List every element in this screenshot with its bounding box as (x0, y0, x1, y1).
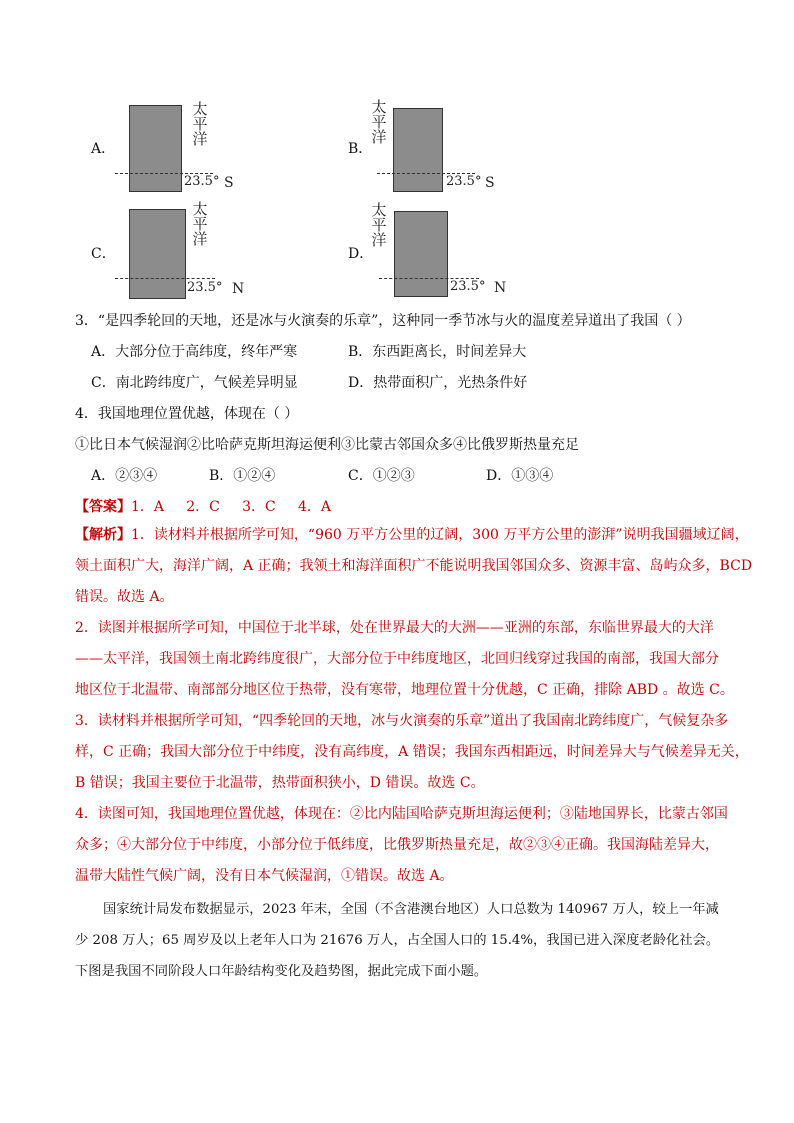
latitude-label: 23.5° (446, 174, 482, 189)
answer-label: 【答案】 (75, 499, 131, 515)
hemisphere-label: N (494, 280, 507, 296)
option-letter: A． (91, 141, 116, 157)
option-letter: B． (348, 141, 373, 157)
analysis-label: 【解析】 (75, 527, 131, 543)
hemisphere-label: N (232, 281, 245, 297)
latitude-dashed-line (115, 278, 215, 279)
land-block (393, 108, 443, 192)
option-a: A．大部分位于高纬度，终年严寒 (91, 344, 298, 360)
question-statements: ①比日本气候湿润②比哈萨克斯坦海运便利③比蒙古邻国众多④比俄罗斯热量充足 (75, 437, 579, 453)
analysis-block (75, 520, 753, 892)
ocean-label: 太 平 洋 (371, 98, 387, 146)
option-d: D．①③④ (486, 468, 554, 484)
analysis-line: ——太平洋，我国领土南北跨纬度很广，大部分位于中纬度地区，北回归线穿过我国的南部，我国大部分 (75, 651, 719, 667)
option-b: B．东西距离长，时间差异大 (348, 344, 527, 360)
latitude-label: 23.5° (184, 174, 220, 189)
analysis-line: 错误。故选 A。 (75, 589, 174, 605)
option-letter: D． (348, 246, 374, 262)
question-stem: 3．“是四季轮回的天地，还是冰与火演奏的乐章”，这种同一季节冰与火的温度差异道出了我国（ ） (75, 313, 691, 329)
question-stem: 4．我国地理位置优越，体现在（ ） (75, 406, 299, 422)
material-line: 国家统计局发布数据显示，2023 年末，全国（不含港澳台地区）人口总数为 140967 万人，较上一年减 (103, 902, 719, 917)
material-line: 下图是我国不同阶段人口年龄结构变化及趋势图，据此完成下面小题。 (75, 964, 488, 979)
option-d: D．热带面积广，光热条件好 (348, 375, 528, 391)
analysis-line: 2．读图并根据所学可知，中国位于北半球，处在世界最大的大洲——亚洲的东部，东临世界最大的大洋 (75, 620, 714, 636)
ocean-label: 太 平 洋 (192, 200, 208, 248)
analysis-line: 众多；④大部分位于中纬度，小部分位于低纬度，比俄罗斯热量充足，故②③④正确。我国海陆差异大， (75, 837, 719, 853)
hemisphere-label: S (224, 175, 234, 191)
analysis-line: 领土面积广大，海洋广阔，A 正确；我领土和海洋面积广不能说明我国邻国众多、资源丰富、岛屿众多，BCD (75, 558, 753, 574)
ocean-label: 太 平 洋 (371, 201, 387, 249)
option-letter: C． (91, 246, 116, 262)
option-c: C．南北跨纬度广，气候差异明显 (91, 375, 298, 391)
answer-line (75, 496, 331, 516)
option-b: B．①②④ (209, 468, 276, 484)
latitude-label: 23.5° (450, 279, 486, 294)
hemisphere-label: S (485, 175, 495, 191)
analysis-line: 地区位于北温带、南部部分地区位于热带，没有寒带，地理位置十分优越，C 正确，排除 ABD 。故选 C。 (75, 682, 734, 698)
material-line: 少 208 万人；65 周岁及以上老年人口为 21676 万人，占全国人口的 15.4%，我国已进入深度老龄化社会。 (75, 933, 720, 948)
ocean-label: 太 平 洋 (192, 100, 208, 148)
analysis-line: 3．读材料并根据所学可知，“四季轮回的天地，冰与火演奏的乐章”道出了我国南北跨纬度广，气候复杂多 (75, 713, 729, 729)
option-c: C．①②③ (348, 468, 415, 484)
land-block (129, 105, 182, 192)
answer-text: 1．A 2．C 3．C 4．A (131, 499, 332, 515)
land-block (129, 209, 186, 299)
land-block (394, 211, 448, 297)
latitude-label: 23.5° (187, 280, 223, 295)
analysis-line: B 错误；我国主要位于北温带，热带面积狭小，D 错误。故选 C。 (75, 775, 485, 791)
analysis-line: 温带大陆性气候广阔，没有日本气候湿润，①错误。故选 A。 (75, 868, 454, 884)
material-paragraph (75, 894, 735, 987)
analysis-line: 4．读图可知，我国地理位置优越，体现在：②比内陆国哈萨克斯坦海运便利；③陆地国界长，比蒙古邻国 (75, 806, 728, 822)
option-a: A．②③④ (91, 468, 158, 484)
analysis-line: 样，C 正确；我国大部分位于中纬度，没有高纬度，A 错误；我国东西相距远，时间差异大与气候差异无关， (75, 744, 749, 760)
analysis-line: 【解析】1．读材料并根据所学可知，“960 万平方公里的辽阔，300 万平方公里的澎湃”说明我国疆域辽阔， (75, 527, 749, 543)
